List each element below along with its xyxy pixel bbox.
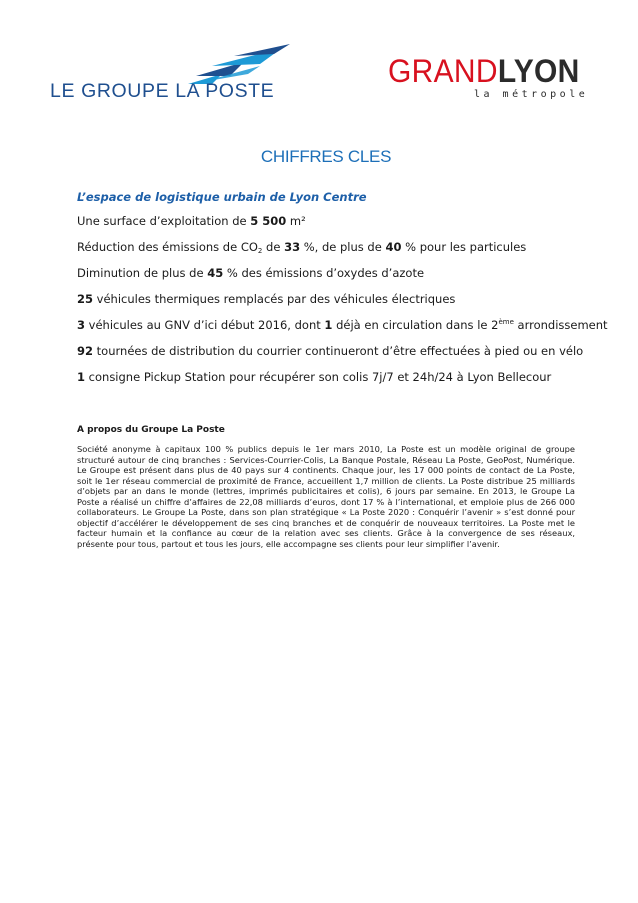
fact-surface (77, 208, 597, 234)
fact-text: m² (286, 214, 306, 228)
section-subtitle: L’espace de logistique urbain de Lyon Centre (77, 190, 367, 204)
grand-lyon-logo-grand: GRAND (388, 53, 498, 90)
fact-text: véhicules thermiques remplacés par des véhicules électriques (93, 292, 456, 306)
fact-co2 (77, 234, 597, 260)
fact-value: 45 (207, 266, 224, 280)
fact-superscript: ème (498, 318, 514, 326)
fact-text: % des émissions d’oxydes d’azote (223, 266, 425, 280)
fact-text: Une surface d’exploitation de (77, 214, 251, 228)
fact-text: Réduction des émissions de CO (77, 240, 258, 254)
fact-nox (77, 260, 597, 286)
fact-text: %, de plus de (300, 240, 386, 254)
grand-lyon-wordmark (388, 53, 580, 90)
fact-value: 33 (284, 240, 301, 254)
fact-value: 3 (77, 318, 86, 332)
grand-lyon-tagline: la métropole (474, 89, 589, 100)
la-poste-logo (50, 44, 275, 102)
fact-text: tournées de distribution du courrier continueront d’être effectuées à pied ou en vélo (93, 344, 584, 358)
about-paragraph: Société anonyme à capitaux 100 % publics depuis le 1er mars 2010, La Poste est un modèle original de groupe structuré autour de cinq branches : Services-Courrier-Colis, La Banque Postale, Réseau La Poste, GeoPost, Numérique. Le Groupe est présent dans plus de 40 pays sur 4 continents. Chaque jour, les 17 000 points de contact de La Poste, soit le 1er réseau commercial de proximité de France, accueillent 1,7 million de clients. La Poste distribue 25 milliards d’objets par an dans le monde (lettres, imprimés publicitaires et colis), 6 jours par semaine. En 2013, le Groupe La Poste a réalisé un chiffre d’affaires de 22,08 milliards d’euros, dont 17 % à l’international, et emploie plus de 266 000 collaborateurs. Le Groupe La Poste, dans son plan stratégique « La Poste 2020 : Conquérir l’avenir » s’est donné pour objectif d’accélérer le développement de ses cinq branches et de conquérir de nouveaux territoires. La Poste met le facteur humain et la confiance au cœur de la relation avec ses clients. Grâce à la convergence de ses réseaux, présente pour tous, partout et tous les jours, elle accompagne ses clients pour leur simplifier l’avenir. (77, 444, 575, 549)
fact-gnv-vehicles (77, 312, 608, 338)
fact-text: consigne Pickup Station pour récupérer son colis 7j/7 et 24h/24 à Lyon Bellecour (85, 370, 552, 384)
fact-text: véhicules au GNV d’ici début 2016, dont (85, 318, 325, 332)
fact-delivery-rounds (77, 338, 597, 364)
fact-text: % pour les particules (401, 240, 527, 254)
fact-pickup-station (77, 364, 597, 390)
fact-value: 25 (77, 292, 94, 306)
fact-value: 1 (324, 318, 333, 332)
fact-text: de (262, 240, 285, 254)
fact-text: Diminution de plus de (77, 266, 208, 280)
fact-text: déjà en circulation dans le 2 (332, 318, 499, 332)
fact-electric-vehicles (77, 286, 597, 312)
fact-value: 1 (77, 370, 86, 384)
grand-lyon-logo-lyon: LYON (497, 53, 580, 90)
key-facts-list (77, 208, 608, 390)
about-heading: A propos du Groupe La Poste (77, 425, 225, 435)
fact-value: 5 500 (250, 214, 287, 228)
fact-subscript: 2 (257, 247, 263, 255)
fact-value: 40 (385, 240, 402, 254)
page-title: CHIFFRES CLES (260, 147, 392, 166)
fact-value: 92 (77, 344, 94, 358)
fact-text: arrondissement (513, 318, 608, 332)
grand-lyon-logo (388, 53, 589, 102)
la-poste-logo-text: LE GROUPE LA POSTE (50, 80, 275, 102)
